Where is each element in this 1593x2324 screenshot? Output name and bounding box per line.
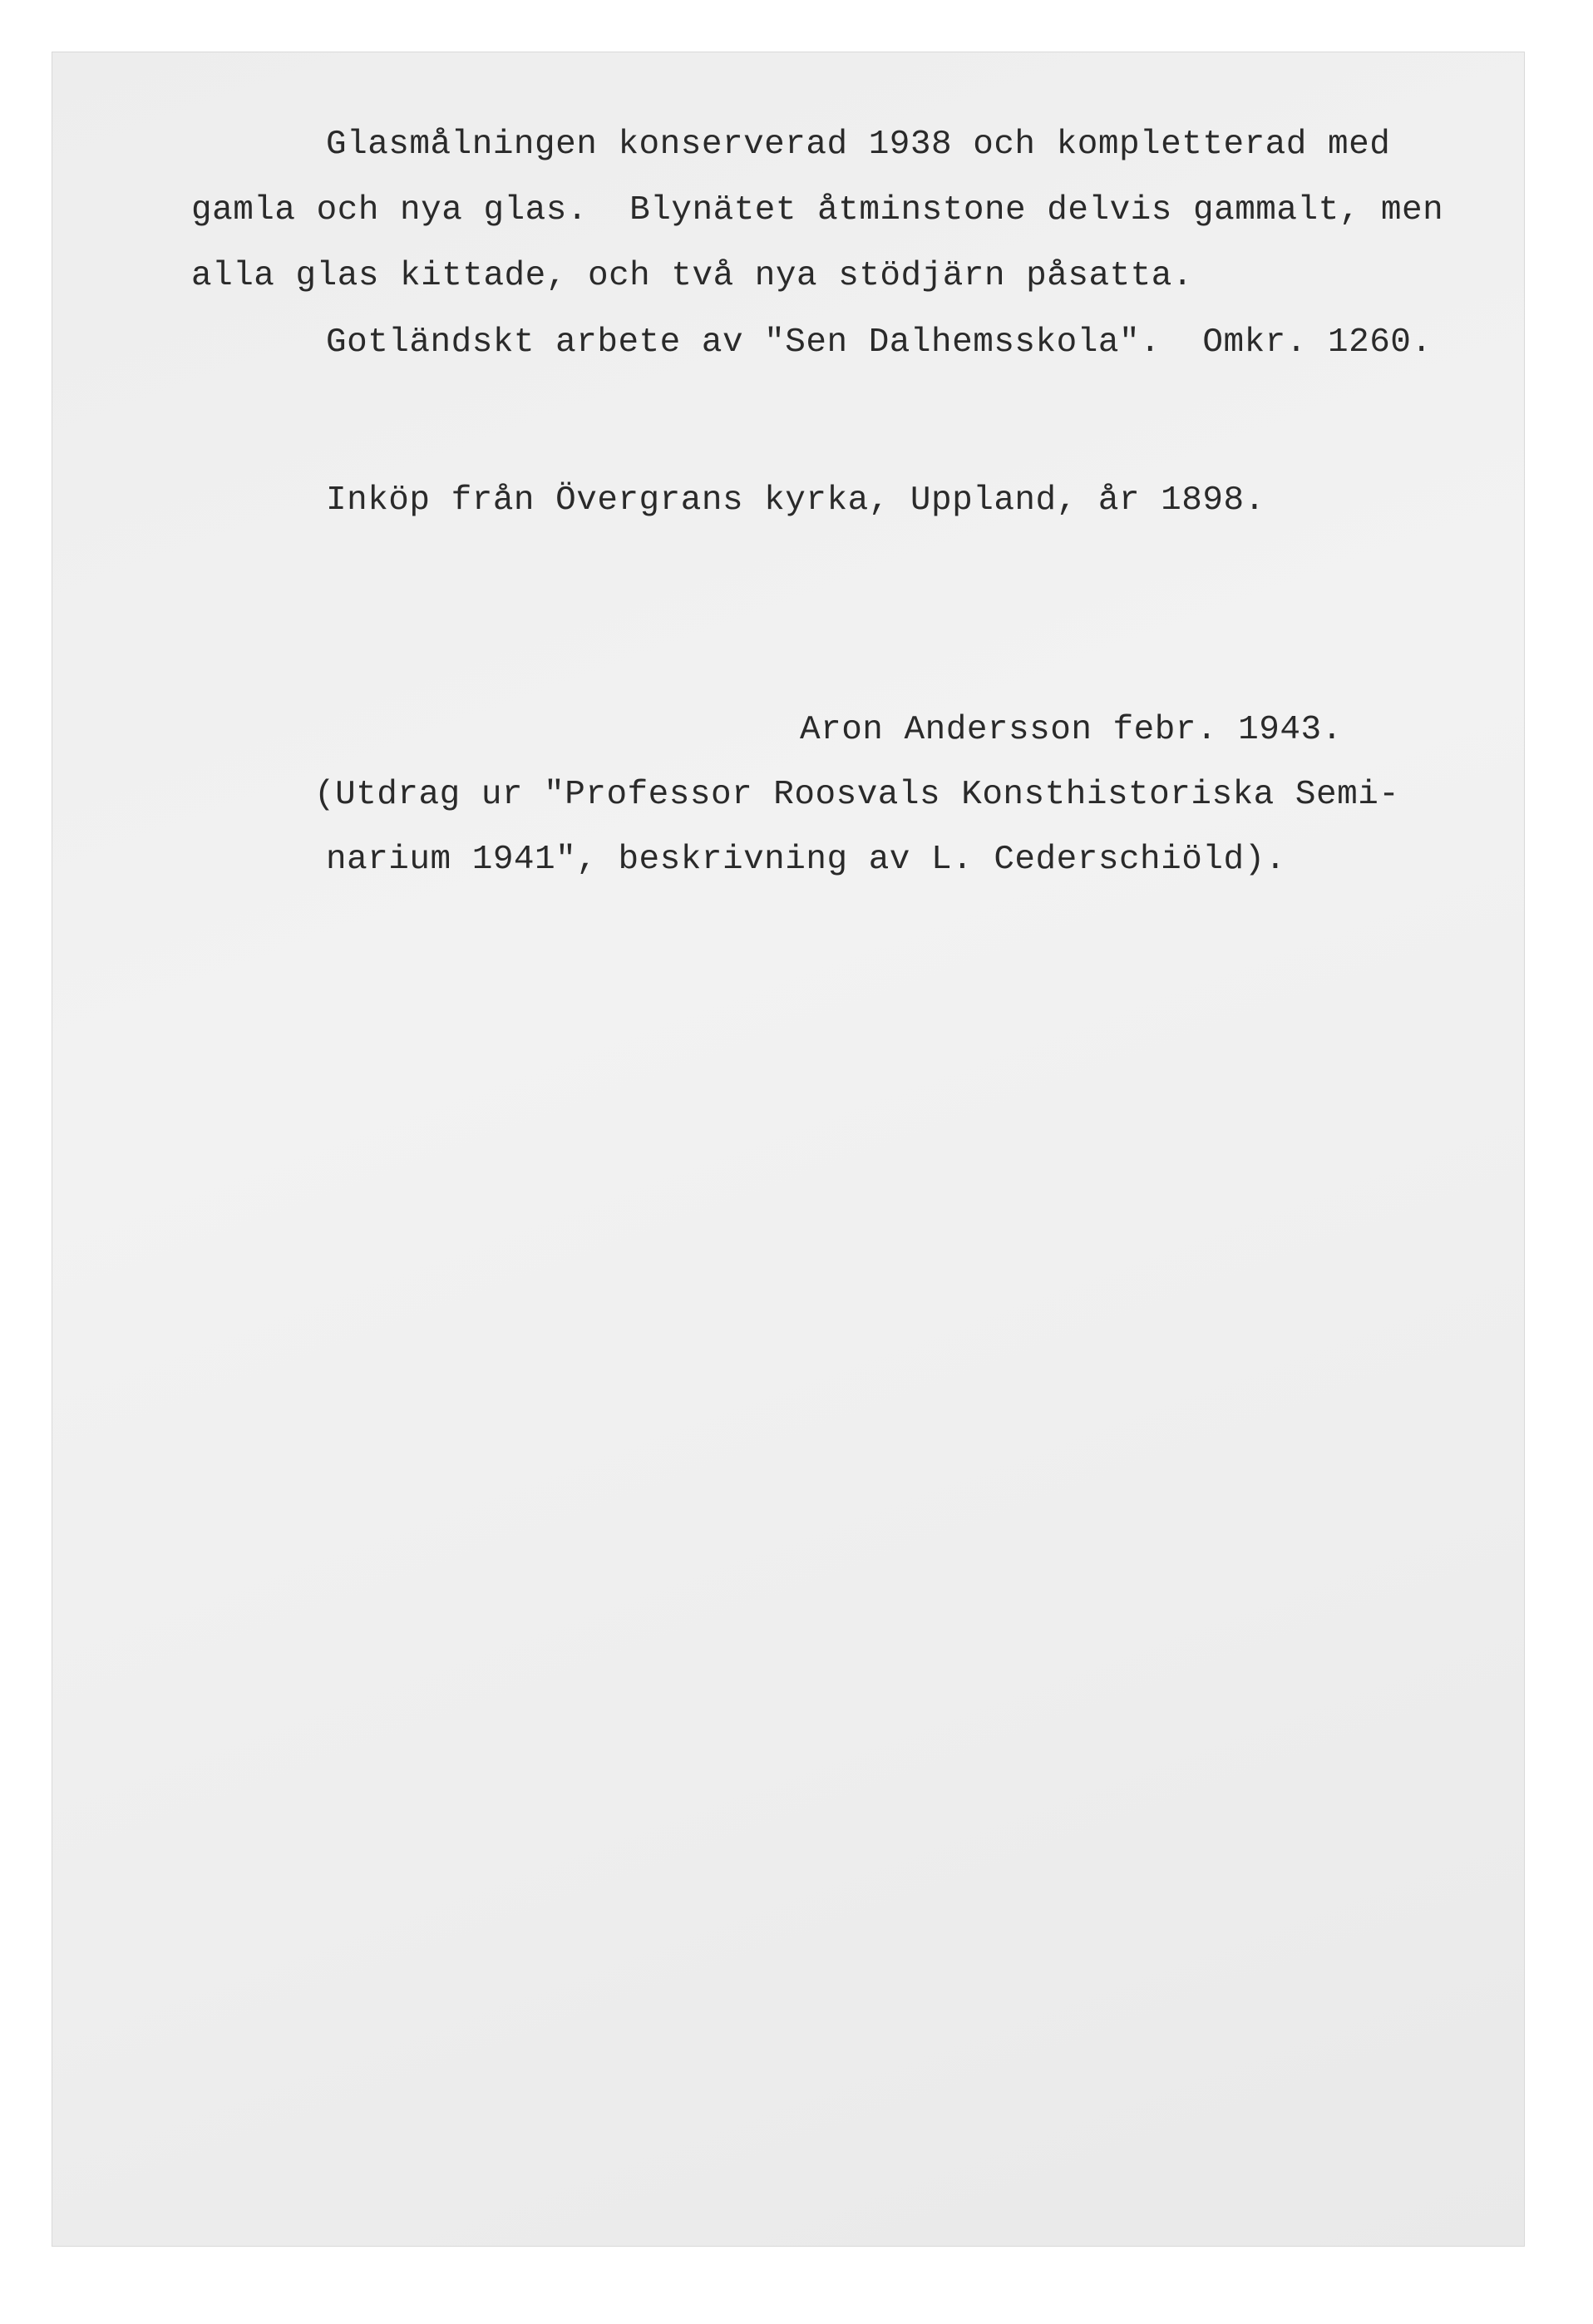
- typed-document-card: [52, 52, 1525, 2247]
- paragraph-line-3: alla glas kittade, och två nya stödjärn påsatta.: [191, 257, 1193, 295]
- provenance-line: Inköp från Övergrans kyrka, Uppland, år 1898.: [326, 481, 1265, 520]
- source-note-line-1: (Utdrag ur "Professor Roosvals Konsthistoriska Semi-: [314, 776, 1400, 814]
- attribution-line: Gotländskt arbete av "Sen Dalhemsskola". Omkr. 1260.: [326, 323, 1433, 362]
- signature-line: Aron Andersson febr. 1943.: [800, 711, 1343, 749]
- paragraph-line-2: gamla och nya glas. Blynätet åtminstone delvis gammalt, men: [191, 191, 1444, 229]
- source-note-line-2: narium 1941", beskrivning av L. Cederschiöld).: [326, 841, 1286, 879]
- paragraph-line-1: Glasmålningen konserverad 1938 och kompletterad med: [326, 126, 1391, 164]
